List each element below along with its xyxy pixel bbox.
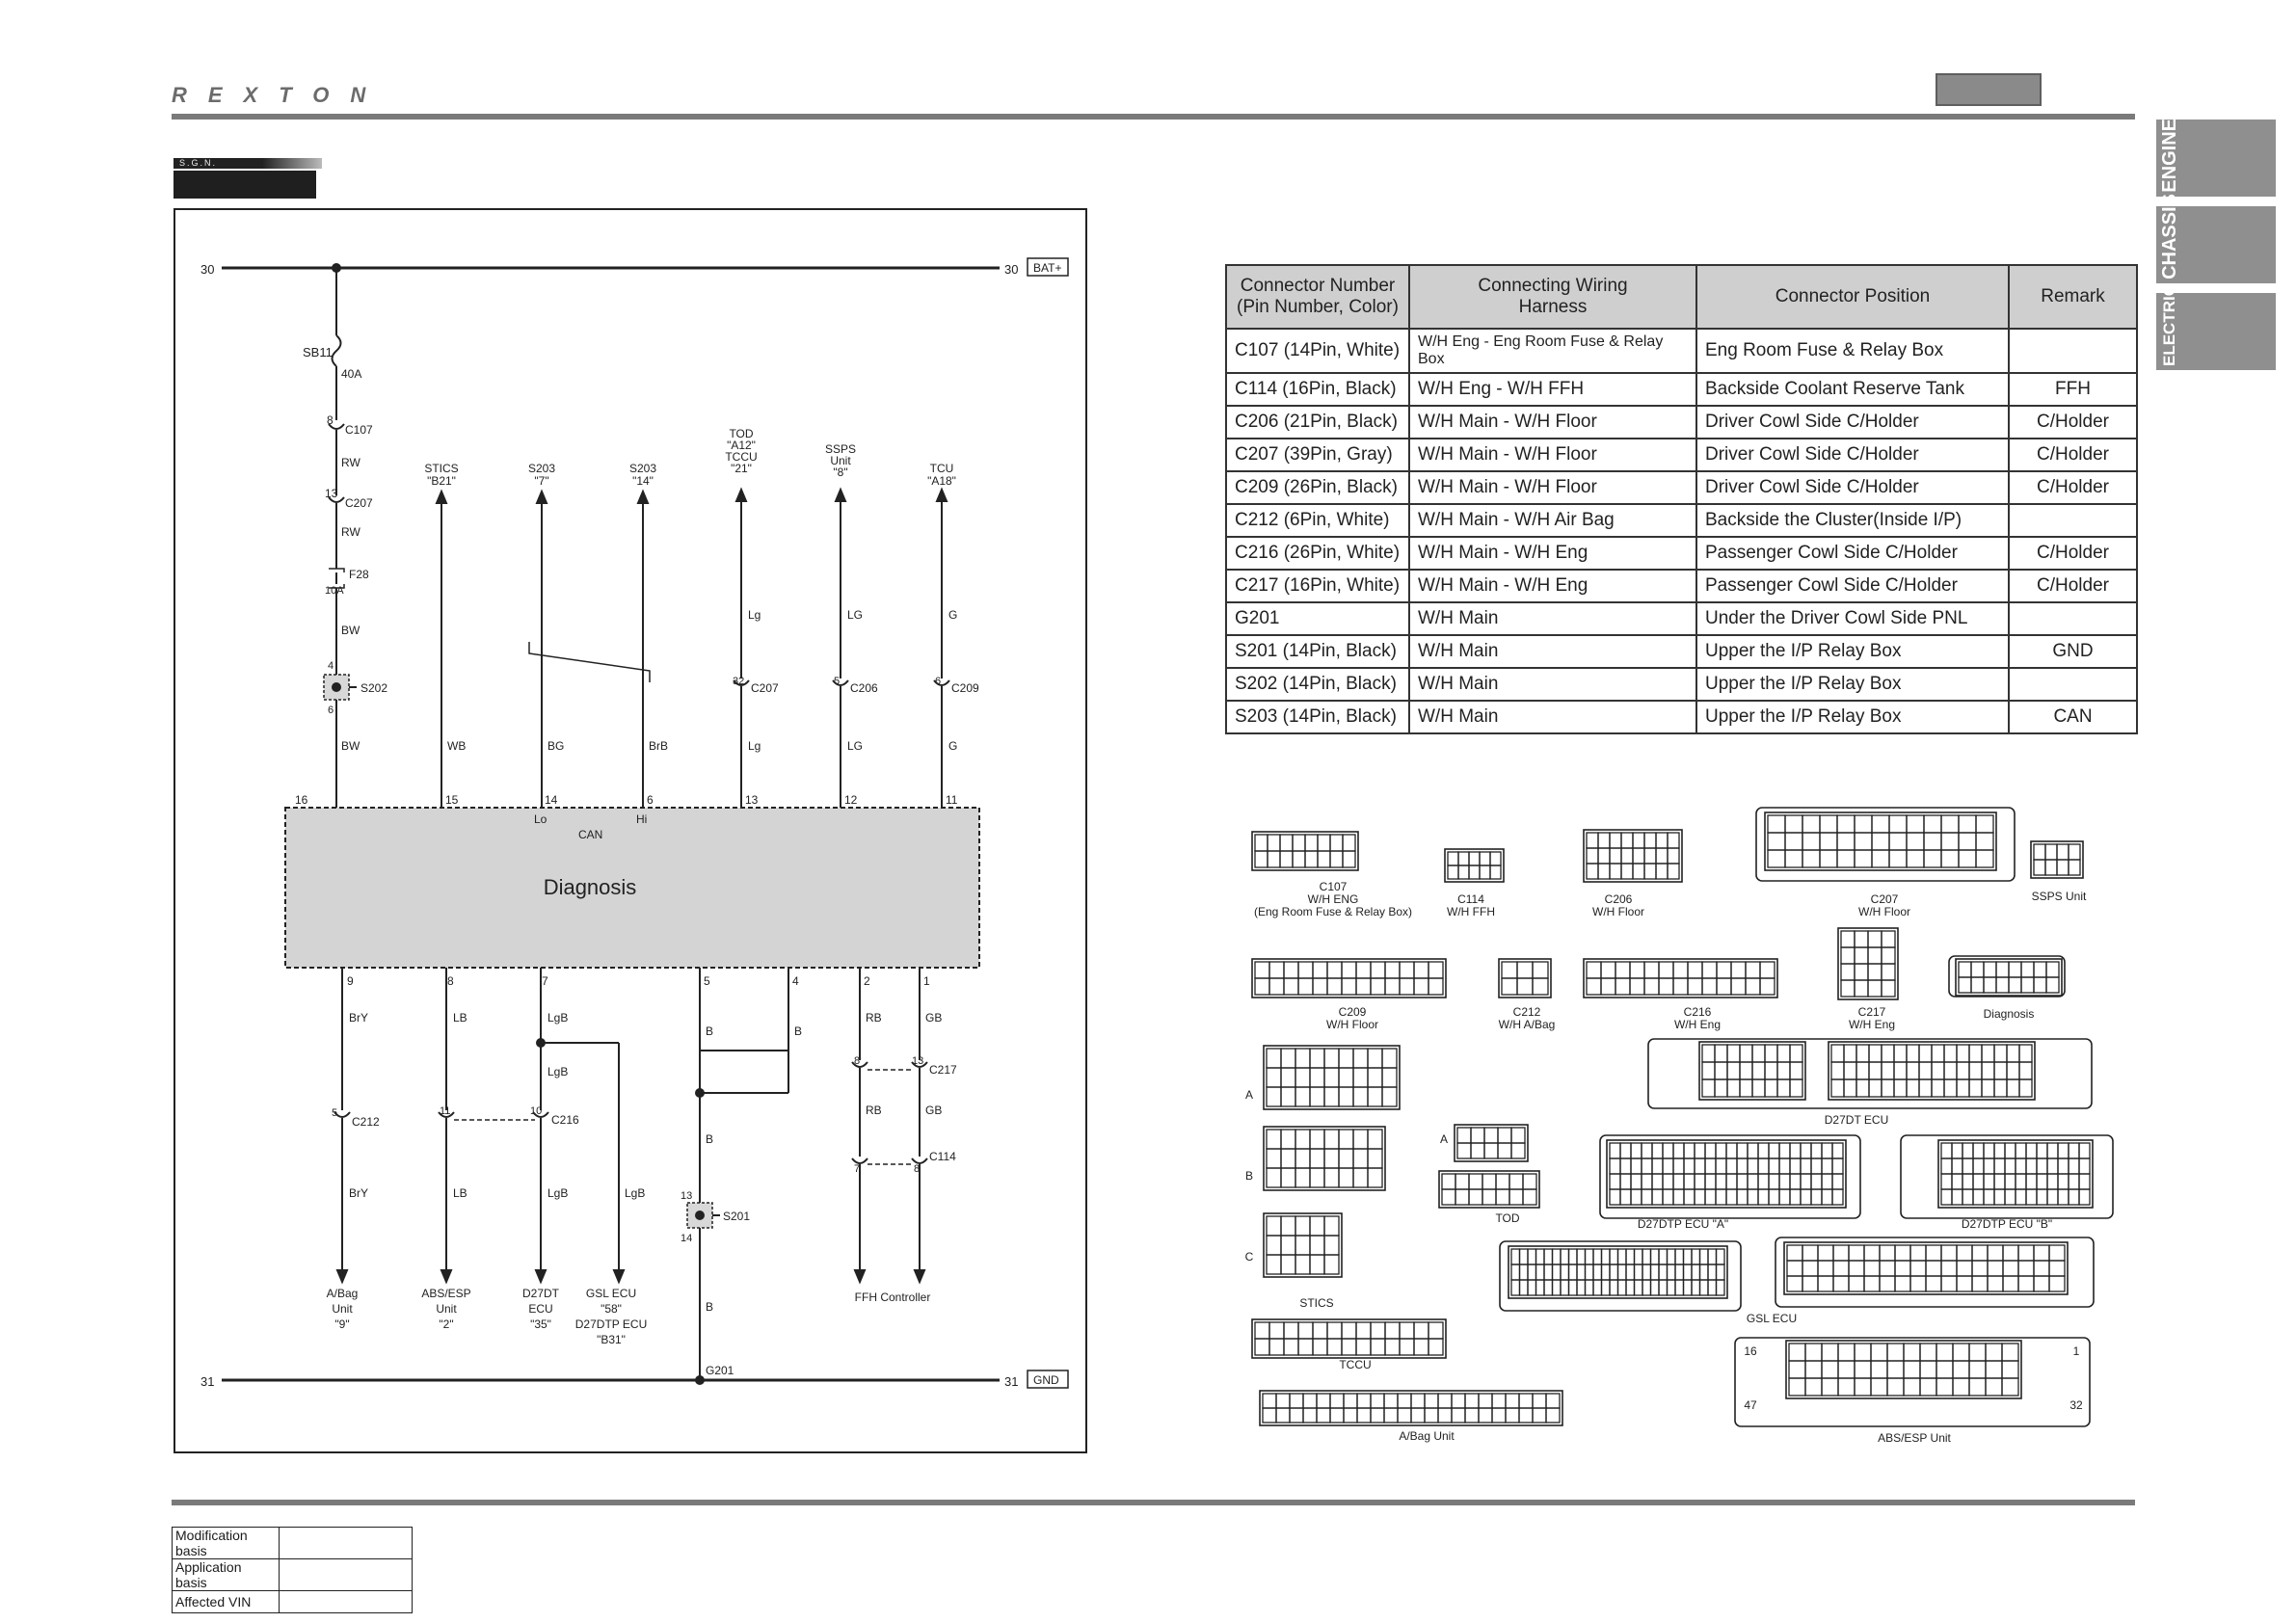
svg-text:6: 6: [935, 676, 942, 687]
svg-text:A/Bag: A/Bag: [326, 1287, 359, 1300]
cell-connector: C206 (21Pin, Black): [1226, 406, 1409, 439]
svg-text:RB: RB: [866, 1011, 882, 1024]
cell-connector: C217 (16Pin, White): [1226, 570, 1409, 602]
abag-pins: [1260, 1391, 1562, 1425]
stics-row-a: A: [1244, 1088, 1254, 1102]
wire-bw-1: BW: [341, 624, 360, 637]
cell-harness: W/H Main: [1409, 668, 1696, 701]
svg-text:C207: C207: [751, 681, 779, 695]
gsl-pins-2: [1784, 1242, 2068, 1294]
svg-text:GB: GB: [925, 1011, 943, 1024]
svg-text:B: B: [706, 1024, 714, 1038]
cell-remark: FFH: [2009, 373, 2137, 406]
section-badge-label: S.G.N.: [174, 158, 322, 169]
cell-position: Driver Cowl Side C/Holder: [1696, 471, 2009, 504]
c107-view-sub2: (Eng Room Fuse & Relay Box): [1253, 905, 1413, 918]
svg-text:GB: GB: [925, 1104, 943, 1117]
c206-pins: [1584, 830, 1682, 882]
header-rule: [172, 114, 2135, 120]
svg-text:LgB: LgB: [547, 1186, 569, 1200]
mod-value[interactable]: [280, 1591, 413, 1613]
c114-view-sub: W/H FFH: [1447, 905, 1495, 918]
svg-text:"8": "8": [833, 466, 848, 479]
table-row: [1226, 602, 2137, 635]
svg-text:BrY: BrY: [349, 1011, 369, 1024]
c216-pins: [1584, 959, 1777, 998]
col-connector-number: Connector Number (Pin Number, Color): [1226, 265, 1409, 329]
target-stics: [424, 462, 466, 808]
wire-ground: [681, 968, 802, 1384]
cell-remark: C/Holder: [2009, 570, 2137, 602]
svg-text:D27DTP ECU: D27DTP ECU: [574, 1317, 648, 1331]
table-row: [1226, 329, 2137, 373]
svg-text:"58": "58": [601, 1302, 622, 1316]
stics-a-pins: [1264, 1046, 1400, 1109]
svg-text:"2": "2": [439, 1317, 454, 1331]
diag-pin-8: 8: [447, 974, 454, 988]
diag-pin-11: 11: [946, 793, 958, 807]
cell-position: Backside Coolant Reserve Tank: [1696, 373, 2009, 406]
target-tcu: [927, 462, 979, 808]
cell-connector: S201 (14Pin, Black): [1226, 635, 1409, 668]
table-row: [1226, 439, 2137, 471]
cell-harness: W/H Eng - W/H FFH: [1409, 373, 1696, 406]
svg-text:TCCU: TCCU: [725, 450, 758, 464]
c206-view-sub: W/H Floor: [1592, 905, 1644, 918]
ssps-pins: [2031, 841, 2083, 878]
svg-text:B: B: [794, 1024, 803, 1038]
d27dt-pins-r: [1829, 1042, 2035, 1100]
svg-text:10: 10: [530, 1105, 543, 1117]
absesp-corner-1: 1: [2072, 1344, 2080, 1358]
wire-rw-2: RW: [341, 525, 360, 539]
svg-text:C216: C216: [551, 1113, 579, 1127]
gnd-tag-label: GND: [1033, 1373, 1059, 1387]
c209-view-sub: W/H Floor: [1326, 1018, 1378, 1031]
svg-text:FFH Controller: FFH Controller: [854, 1290, 931, 1304]
diag-pin-16: 16: [295, 793, 308, 807]
d27dtpb-housing: [1901, 1135, 2113, 1218]
svg-text:D27DT: D27DT: [521, 1287, 560, 1300]
brand-logo: REXTON: [172, 83, 387, 107]
col-wiring-harness: Connecting Wiring Harness: [1409, 265, 1696, 329]
fuse-sb11-rating: 40A: [341, 367, 362, 381]
connector-table-header: [1226, 265, 2137, 329]
abag-view-title: A/Bag Unit: [1399, 1429, 1455, 1443]
cell-harness: W/H Main - W/H Floor: [1409, 439, 1696, 471]
tccu-view-title: TCCU: [1339, 1358, 1372, 1371]
cell-connector: C107 (14Pin, White): [1226, 329, 1409, 373]
svg-text:LB: LB: [453, 1186, 467, 1200]
svg-text:"7": "7": [534, 474, 549, 488]
cell-position: Driver Cowl Side C/Holder: [1696, 439, 2009, 471]
cell-position: Driver Cowl Side C/Holder: [1696, 406, 2009, 439]
d27dtpa-pins: [1607, 1140, 1846, 1208]
svg-text:C217: C217: [929, 1063, 957, 1077]
s202-pin-top: 4: [328, 660, 334, 672]
cell-position: Upper the I/P Relay Box: [1696, 635, 2009, 668]
bus-top-left-label: 30: [200, 262, 215, 277]
c207-pin-13: 13: [325, 487, 338, 500]
stics-c-pins: [1264, 1213, 1342, 1277]
d27dt-pins-l: [1699, 1042, 1805, 1100]
page-marker-box: [1936, 73, 2042, 106]
svg-text:BrY: BrY: [349, 1186, 369, 1200]
diag-pin-15: 15: [445, 793, 459, 807]
svg-text:G: G: [948, 608, 958, 622]
diag-pin-4: 4: [792, 974, 799, 988]
svg-text:C114: C114: [929, 1150, 956, 1163]
c207-label-1: C207: [345, 496, 373, 510]
ssps-view-title: SSPS Unit: [2031, 890, 2087, 903]
wire-ffh: [852, 968, 957, 1282]
col-connector-position: Connector Position: [1696, 265, 2009, 329]
c216-view-sub: W/H Eng: [1673, 1018, 1722, 1031]
d27dtpb-pins: [1938, 1140, 2093, 1208]
col-remark: Remark: [2009, 265, 2137, 329]
svg-text:5: 5: [332, 1107, 338, 1119]
fuse-f28-rating: 10A: [325, 585, 344, 597]
c206-view-title: C206: [1604, 892, 1633, 906]
fuse-sb11-label: SB11: [303, 345, 333, 359]
bat-plus-tag-label: BAT+: [1033, 261, 1062, 275]
target-ssps-unit: [825, 442, 878, 808]
tab-electric-label: ELECTRIC: [2160, 284, 2178, 366]
wire-rw-1: RW: [341, 456, 360, 469]
mod-label: Modification basis: [173, 1528, 280, 1559]
twisted-pair-marker: [529, 642, 650, 682]
svg-text:Unit: Unit: [436, 1302, 457, 1316]
mod-row: [173, 1559, 413, 1591]
cell-remark: [2009, 504, 2137, 537]
table-row: [1226, 537, 2137, 570]
svg-text:TOD: TOD: [729, 427, 754, 440]
c212-pins: [1499, 959, 1551, 998]
connector-views: [1240, 796, 2126, 1451]
svg-text:STICS: STICS: [424, 462, 459, 475]
c207-view-title: C207: [1870, 892, 1899, 906]
absesp-corner-16: 16: [1744, 1344, 1757, 1358]
connector-table: [1225, 264, 2138, 734]
cell-connector: C216 (26Pin, White): [1226, 537, 1409, 570]
diag-pin-13: 13: [745, 793, 759, 807]
diag-lo: Lo: [534, 812, 547, 826]
bus-bottom-left-label: 31: [200, 1374, 215, 1389]
c107-pins: [1252, 832, 1358, 870]
cell-harness: W/H Main: [1409, 602, 1696, 635]
stics-view-title: STICS: [1299, 1296, 1334, 1310]
mod-row: [173, 1591, 413, 1613]
tab-engine[interactable]: [2156, 120, 2276, 197]
tod-view-title: TOD: [1495, 1211, 1520, 1225]
svg-text:7: 7: [854, 1163, 861, 1175]
svg-text:S201: S201: [723, 1210, 751, 1223]
c114-pins: [1445, 849, 1504, 882]
tab-chassis-label: CHASSIS: [2159, 194, 2180, 279]
table-row: [1226, 635, 2137, 668]
diag-pin-1: 1: [923, 974, 930, 988]
svg-text:LG: LG: [847, 739, 864, 753]
c207-view-sub: W/H Floor: [1858, 905, 1910, 918]
absesp-corner-47: 47: [1744, 1398, 1757, 1412]
section-badge: [174, 158, 316, 199]
diag-view-title: Diagnosis: [1983, 1007, 2035, 1021]
svg-text:BrB: BrB: [649, 739, 669, 753]
svg-text:13: 13: [681, 1190, 693, 1202]
table-row: [1226, 471, 2137, 504]
diag-pin-12: 12: [844, 793, 858, 807]
diag-pin-6: 6: [647, 793, 654, 807]
svg-text:"35": "35": [530, 1317, 551, 1331]
c212-view-title: C212: [1512, 1005, 1541, 1019]
absesp-pins: [1786, 1341, 2021, 1398]
c209-pins: [1252, 959, 1446, 998]
svg-text:LB: LB: [453, 1011, 467, 1024]
svg-text:8: 8: [854, 1055, 861, 1067]
d27dtpa-view-title: D27DTP ECU "A": [1637, 1217, 1729, 1231]
mod-row: [173, 1528, 413, 1559]
wiring-diagram-frame: [174, 208, 1087, 1453]
cell-harness: W/H Main: [1409, 635, 1696, 668]
cell-harness: W/H Main - W/H Floor: [1409, 471, 1696, 504]
cell-connector: S203 (14Pin, Black): [1226, 701, 1409, 733]
cell-position: Upper the I/P Relay Box: [1696, 668, 2009, 701]
cell-remark: [2009, 329, 2137, 373]
svg-text:Unit: Unit: [830, 454, 851, 467]
mod-label: Affected VIN: [173, 1591, 280, 1613]
cell-position: Passenger Cowl Side C/Holder: [1696, 537, 2009, 570]
diag-pin-2: 2: [864, 974, 870, 988]
svg-text:"14": "14": [632, 474, 654, 488]
cell-position: Upper the I/P Relay Box: [1696, 701, 2009, 733]
cell-connector: C209 (26Pin, Black): [1226, 471, 1409, 504]
gsl-view-title: GSL ECU: [1746, 1312, 1798, 1325]
d27dt-view-title: D27DT ECU: [1824, 1113, 1889, 1127]
svg-text:S203: S203: [628, 462, 657, 475]
target-s203-14: [629, 462, 668, 808]
mod-label: Application basis: [173, 1559, 280, 1591]
stics-row-b: B: [1244, 1169, 1254, 1183]
svg-text:14: 14: [681, 1233, 693, 1244]
tccu-pins: [1252, 1319, 1446, 1358]
table-row: [1226, 701, 2137, 733]
tod-row-a: A: [1439, 1132, 1449, 1146]
svg-text:"21": "21": [731, 462, 752, 475]
tab-engine-label: ENGINE: [2159, 119, 2180, 193]
table-row: [1226, 373, 2137, 406]
c217-pins: [1838, 928, 1898, 999]
diag-pin-14: 14: [545, 793, 558, 807]
wiring-diagram: [175, 210, 1085, 1451]
bottom-target-labels: [327, 1287, 931, 1346]
splice-s202-label: S202: [360, 681, 388, 695]
svg-text:WB: WB: [447, 739, 467, 753]
c107-pin: 8: [327, 413, 334, 427]
svg-text:Unit: Unit: [332, 1302, 353, 1316]
diag-pin-5: 5: [704, 974, 710, 988]
tod-pins: [1455, 1125, 1528, 1161]
modification-table: [172, 1527, 413, 1613]
table-row: [1226, 668, 2137, 701]
c107-label: C107: [345, 423, 373, 437]
cell-position: Eng Room Fuse & Relay Box: [1696, 329, 2009, 373]
absesp-view-title: ABS/ESP Unit: [1878, 1431, 1951, 1445]
cell-connector: C207 (39Pin, Gray): [1226, 439, 1409, 471]
svg-text:Lg: Lg: [748, 608, 761, 622]
cell-remark: [2009, 668, 2137, 701]
target-s203-7: [528, 462, 564, 808]
cell-position: Under the Driver Cowl Side PNL: [1696, 602, 2009, 635]
bus-top-right-label: 30: [1004, 262, 1019, 277]
cell-harness: W/H Eng - Eng Room Fuse & Relay Box: [1409, 329, 1696, 373]
cell-remark: C/Holder: [2009, 406, 2137, 439]
svg-text:13: 13: [912, 1055, 924, 1067]
stics-row-c: C: [1244, 1250, 1254, 1264]
svg-text:"9": "9": [334, 1317, 350, 1331]
absesp-corner-32: 32: [2069, 1398, 2083, 1412]
svg-text:32: 32: [733, 676, 745, 687]
table-row: [1226, 570, 2137, 602]
svg-text:TCU: TCU: [929, 462, 954, 475]
wire-d27dt-ecu: [530, 968, 645, 1282]
svg-text:RB: RB: [866, 1104, 882, 1117]
c107-view-title: C107: [1319, 880, 1348, 893]
cell-harness: W/H Main - W/H Floor: [1409, 406, 1696, 439]
wire-abag: [332, 968, 380, 1282]
svg-text:B: B: [706, 1300, 714, 1314]
cell-connector: C114 (16Pin, Black): [1226, 373, 1409, 406]
section-badge-bar: [174, 171, 316, 199]
diag-pin-9: 9: [347, 974, 354, 988]
c207-pins: [1765, 812, 1996, 870]
table-row: [1226, 504, 2137, 537]
svg-text:ECU: ECU: [528, 1302, 553, 1316]
c114-view-title: C114: [1457, 892, 1484, 906]
cell-connector: C212 (6Pin, White): [1226, 504, 1409, 537]
svg-text:ABS/ESP: ABS/ESP: [421, 1287, 471, 1300]
svg-text:C209: C209: [951, 681, 979, 695]
tab-chassis[interactable]: [2156, 194, 2276, 283]
cell-connector: G201: [1226, 602, 1409, 635]
svg-text:LgB: LgB: [547, 1011, 569, 1024]
table-row: [1226, 406, 2137, 439]
absesp-housing: [1735, 1338, 2090, 1426]
c209-view-title: C209: [1338, 1005, 1367, 1019]
c216-view-title: C216: [1683, 1005, 1712, 1019]
target-tod-tccu: [725, 427, 779, 808]
c107-view-sub: W/H ENG: [1307, 892, 1359, 906]
wire-bw-2: BW: [341, 739, 360, 753]
tod-pins-2: [1439, 1171, 1539, 1208]
tab-electric[interactable]: [2156, 284, 2276, 370]
svg-text:"B31": "B31": [597, 1333, 626, 1346]
c217-view-title: C217: [1857, 1005, 1886, 1019]
cell-position: Passenger Cowl Side C/Holder: [1696, 570, 2009, 602]
footer-rule: [172, 1500, 2135, 1505]
stics-b-pins: [1264, 1127, 1385, 1190]
c217-view-sub: W/H Eng: [1848, 1018, 1896, 1031]
diag-can: CAN: [578, 828, 603, 841]
cell-remark: GND: [2009, 635, 2137, 668]
svg-text:5: 5: [834, 676, 841, 687]
diag-pin-7: 7: [542, 974, 548, 988]
cell-harness: W/H Main: [1409, 701, 1696, 733]
svg-text:Lg: Lg: [748, 739, 761, 753]
c212-view-sub: W/H A/Bag: [1498, 1018, 1556, 1031]
diag-pins: [1956, 959, 2062, 996]
cell-connector: S202 (14Pin, Black): [1226, 668, 1409, 701]
gsl-housing-2: [1775, 1237, 2094, 1307]
bus-bottom-right-label: 31: [1004, 1374, 1019, 1389]
diagnosis-title: Diagnosis: [543, 875, 637, 899]
svg-text:G201: G201: [706, 1364, 734, 1377]
cell-harness: W/H Main - W/H Eng: [1409, 537, 1696, 570]
svg-text:G: G: [948, 739, 958, 753]
mod-value[interactable]: [280, 1528, 413, 1559]
cell-position: Backside the Cluster(Inside I/P): [1696, 504, 2009, 537]
svg-text:LgB: LgB: [625, 1186, 646, 1200]
cell-remark: CAN: [2009, 701, 2137, 733]
cell-remark: C/Holder: [2009, 471, 2137, 504]
svg-text:8: 8: [914, 1163, 921, 1175]
mod-value[interactable]: [280, 1559, 413, 1591]
cell-remark: [2009, 602, 2137, 635]
svg-text:"B21": "B21": [427, 474, 456, 488]
cell-harness: W/H Main - W/H Air Bag: [1409, 504, 1696, 537]
svg-text:BG: BG: [547, 739, 565, 753]
svg-text:C212: C212: [352, 1115, 380, 1129]
svg-text:B: B: [706, 1132, 714, 1146]
s202-pin-bottom: 6: [328, 705, 334, 716]
svg-text:GSL ECU: GSL ECU: [585, 1287, 637, 1300]
fuse-f28-label: F28: [349, 568, 369, 581]
svg-text:S203: S203: [527, 462, 556, 475]
svg-text:"A18": "A18": [927, 474, 956, 488]
svg-text:LG: LG: [847, 608, 864, 622]
d27dtpb-view-title: D27DTP ECU "B": [1961, 1217, 2053, 1231]
cell-remark: C/Holder: [2009, 439, 2137, 471]
cell-harness: W/H Main - W/H Eng: [1409, 570, 1696, 602]
wire-abs-esp: [439, 968, 467, 1282]
svg-text:11: 11: [440, 1105, 451, 1117]
svg-text:SSPS: SSPS: [824, 442, 857, 456]
diag-hi: Hi: [636, 812, 648, 826]
svg-text:"A12": "A12": [727, 439, 756, 452]
svg-text:C206: C206: [850, 681, 878, 695]
svg-text:LgB: LgB: [547, 1065, 569, 1078]
gsl-pins: [1508, 1246, 1727, 1298]
cell-remark: C/Holder: [2009, 537, 2137, 570]
